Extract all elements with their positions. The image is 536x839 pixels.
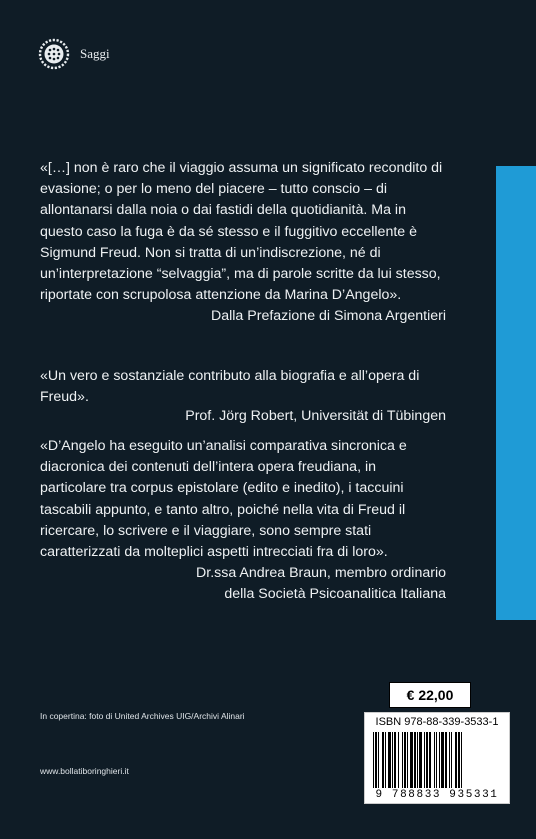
barcode-stripe bbox=[439, 732, 440, 788]
isbn-number: ISBN 978-88-339-3533-1 bbox=[375, 716, 499, 728]
barcode-stripe bbox=[373, 732, 374, 788]
publisher-logo-icon bbox=[38, 38, 70, 70]
barcode-stripe bbox=[402, 732, 403, 788]
cover-credit: In copertina: foto di United Archives UIG/Archivi Alinari bbox=[40, 711, 245, 721]
barcode-stripe bbox=[441, 732, 444, 788]
barcode-bars bbox=[373, 732, 503, 788]
ean-number: 9 788833 935331 bbox=[375, 789, 499, 801]
barcode-stripe bbox=[398, 732, 399, 788]
quote-block bbox=[40, 158, 446, 327]
quote-text: «D’Angelo ha eseguito un’analisi comparativa sincronica e diacronica dei contenuti dell’intera opera freudiana, in particolare tra corpus epistolare (edito e inedito), i taccuini tascabili appunto, e tanto altro, poiché nella vita di Freud il ricercare, lo scrivere e il viaggiare, sono sempre stati caratterizzati da molteplici aspetti intrecciati fra di loro». bbox=[40, 438, 407, 561]
quote-text: «Un vero e sostanziale contributo alla biografia e all’opera di Freud». bbox=[40, 368, 420, 406]
barcode-stripe bbox=[414, 732, 416, 788]
quote-attribution: Prof. Jörg Robert, Universität di Tübingen bbox=[185, 408, 446, 425]
barcode-stripe bbox=[445, 732, 447, 788]
barcode bbox=[364, 712, 510, 804]
quote-attribution: Dalla Prefazione di Simona Argentieri bbox=[210, 308, 446, 325]
barcode-stripe bbox=[458, 732, 460, 788]
quote-attribution: della Società Psicoanalitica Italiana bbox=[224, 586, 446, 603]
barcode-stripe bbox=[407, 732, 408, 788]
series-name: Saggi bbox=[80, 46, 110, 61]
barcode-stripe bbox=[436, 732, 437, 788]
barcode-stripe bbox=[434, 732, 435, 788]
quote-text: «[…] non è raro che il viaggio assuma un significato recondito di evasione; o per lo meno del piacere – tutto conscio – di allontanarsi dalla noia o dai fastidi della quotidianità. Ma in questo caso la fuga è da sé stesso e il fuggitivo eccellente è Sigmund Freud. Non si tratta di un’indiscrezione, né di un’interpretazione “selvaggia”, ma di parole scritte da lui stesso, riportate con scrupolosa attenzione da Marina D’Angelo». bbox=[40, 160, 443, 304]
barcode-stripe bbox=[378, 732, 379, 788]
barcode-stripe bbox=[410, 732, 413, 788]
barcode-stripe bbox=[382, 732, 384, 788]
barcode-stripe bbox=[404, 732, 406, 788]
quote-attribution: Dr.ssa Andrea Braun, membro ordinario bbox=[196, 565, 446, 582]
barcode-stripe bbox=[451, 732, 452, 788]
publisher-website: www.bollatiboringhieri.it bbox=[40, 766, 129, 776]
barcode-stripe bbox=[419, 732, 422, 788]
accent-stripe bbox=[496, 166, 536, 620]
barcode-stripe bbox=[449, 732, 450, 788]
barcode-stripe bbox=[429, 732, 431, 788]
barcode-stripe bbox=[388, 732, 391, 788]
barcode-stripe bbox=[426, 732, 428, 788]
barcode-stripe bbox=[385, 732, 386, 788]
quote-block bbox=[40, 366, 446, 427]
barcode-stripe bbox=[417, 732, 418, 788]
barcode-stripe bbox=[455, 732, 457, 788]
quote-block bbox=[40, 436, 446, 605]
barcode-stripe bbox=[375, 732, 377, 788]
barcode-stripe bbox=[392, 732, 393, 788]
price-tag: € 22,00 bbox=[389, 682, 471, 708]
barcode-stripe bbox=[424, 732, 425, 788]
barcode-stripe bbox=[461, 732, 462, 788]
barcode-stripe bbox=[394, 732, 396, 788]
